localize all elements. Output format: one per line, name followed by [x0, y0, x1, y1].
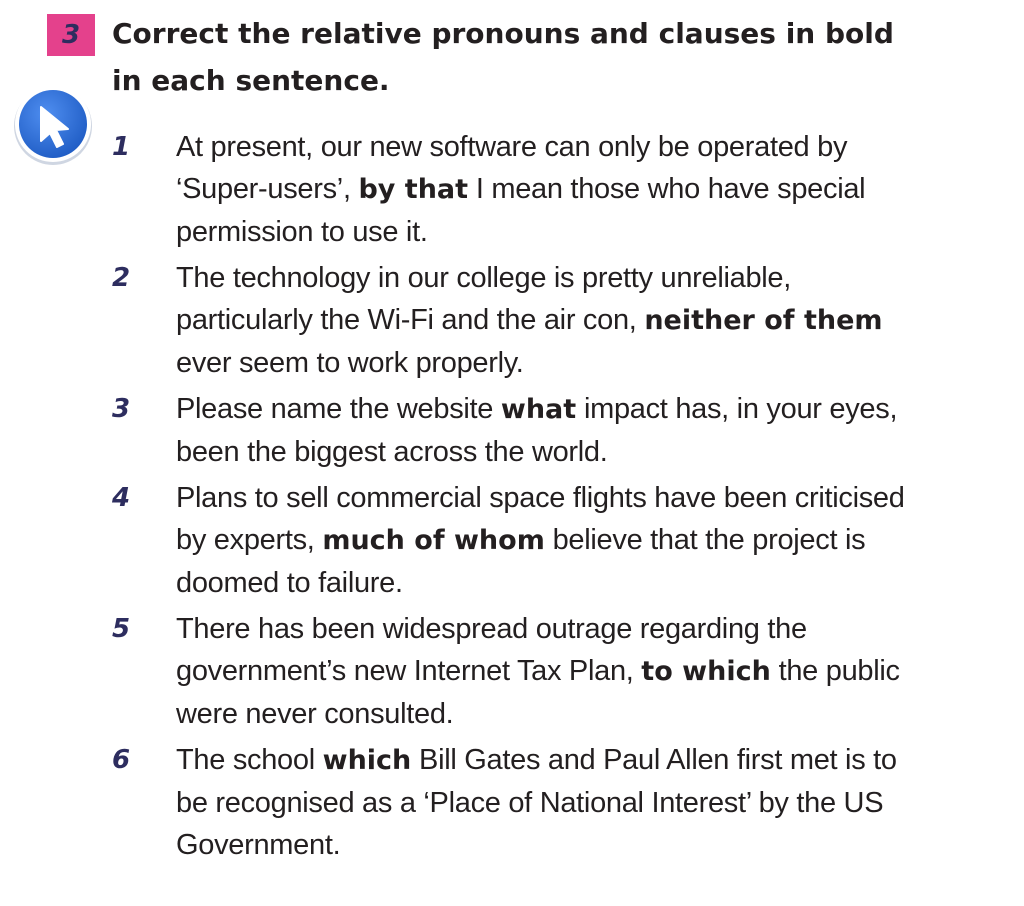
text-before: At present, our new software can only be operated by ‘Super-users’, [176, 131, 848, 205]
sentence-text [176, 257, 906, 384]
bold-phrase: much of whom [322, 525, 545, 556]
text-before: There has been widespread outrage regarding the government’s new Internet Tax Plan, [176, 613, 807, 687]
bold-phrase: to which [641, 656, 771, 687]
text-after: the public were never consulted. [176, 655, 900, 730]
bold-phrase: which [322, 745, 412, 776]
bold-phrase: neither of them [644, 305, 883, 336]
sentence-text [176, 739, 906, 866]
sentence-item-5 [110, 608, 990, 735]
sentence-text [176, 126, 906, 253]
text-after: believe that the project is doomed to failure. [176, 524, 866, 599]
sentence-text [176, 477, 906, 604]
sentence-item-1 [110, 126, 990, 253]
sentence-item-4 [110, 477, 990, 604]
item-number: 4 [112, 483, 130, 513]
sentence-item-2 [110, 257, 990, 384]
sentence-list [110, 126, 990, 870]
text-after: Bill Gates and Paul Allen first met is to be recognised as a ‘Place of National Interest’ by the US Government. [176, 744, 897, 861]
item-number: 3 [112, 394, 130, 424]
bold-phrase: what [500, 394, 577, 425]
text-before: Plans to sell commercial space flights have been criticised by experts, [176, 482, 905, 556]
text-before: The technology in our college is pretty unreliable, particularly the Wi-Fi and the air con, [176, 262, 792, 336]
item-number: 5 [112, 614, 130, 644]
exercise-number-badge [47, 14, 95, 56]
text-after: I mean those who have special permission to use it. [176, 173, 866, 248]
sentence-item-3 [110, 388, 990, 473]
text-before: Please name the website [176, 393, 501, 425]
sentence-item-6 [110, 739, 990, 866]
item-number: 1 [112, 132, 130, 162]
cursor-arrow-icon[interactable] [11, 83, 95, 167]
sentence-text [176, 608, 906, 735]
text-after: ever seem to work properly. [176, 347, 524, 379]
text-after: impact has, in your eyes, been the biggest across the world. [176, 393, 898, 468]
text-before: The school [176, 744, 323, 776]
item-number: 6 [112, 745, 130, 775]
bold-phrase: by that [358, 174, 469, 205]
sentence-text [176, 388, 906, 473]
exercise-number: 3 [61, 20, 81, 50]
item-number: 2 [112, 263, 130, 293]
exercise-instruction: Correct the relative pronouns and clauses in bold in each sentence. [112, 17, 894, 97]
